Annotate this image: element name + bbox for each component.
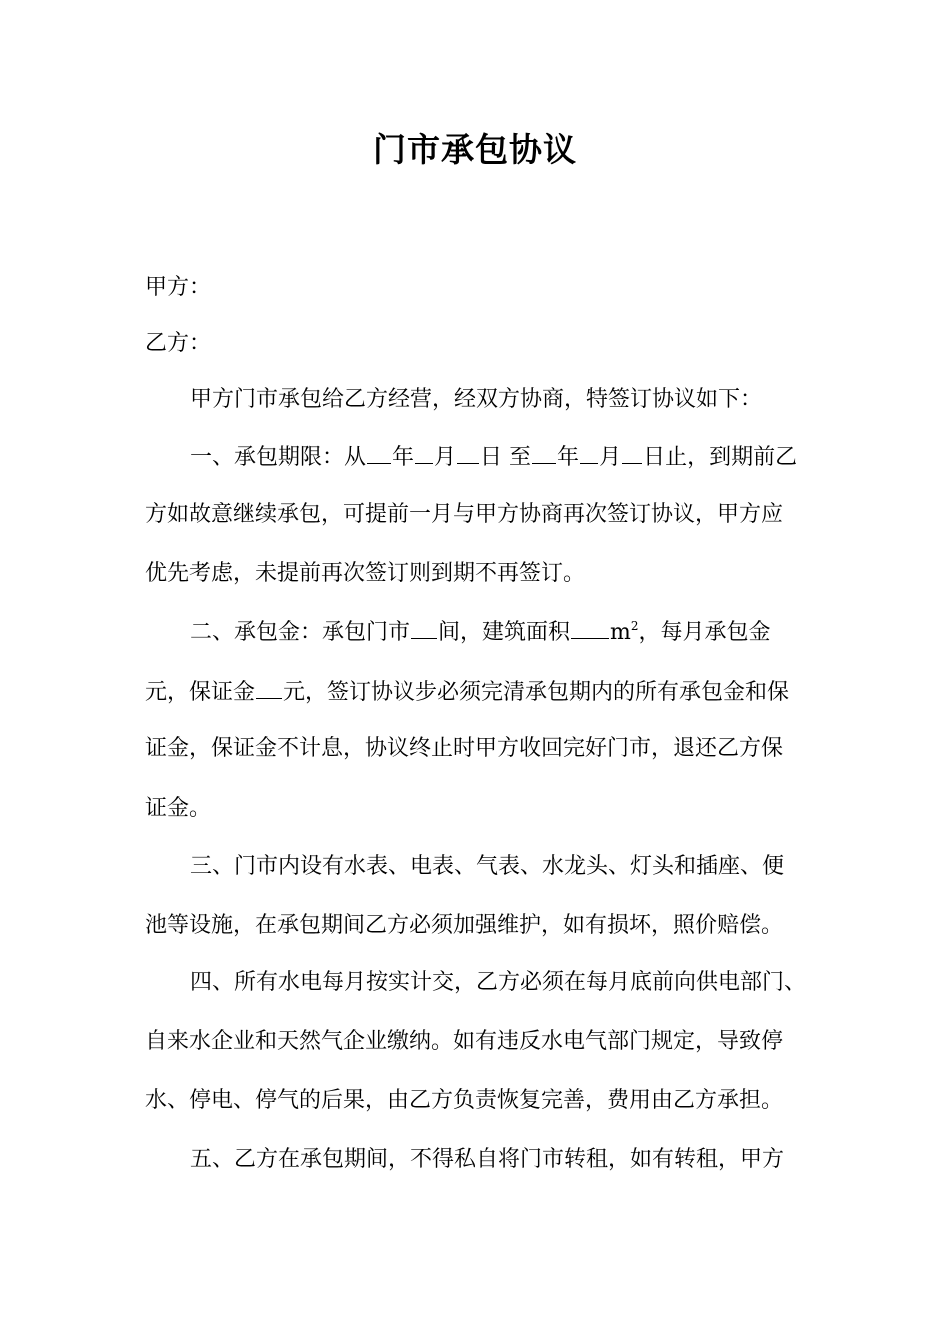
clause-3-line-2: 池等设施，在承包期间乙方必须加强维护，如有损坏，照价赔偿。: [145, 913, 784, 938]
clause-text: 元，签订协议步必须完清承包期内的所有承包金和保: [283, 680, 790, 705]
clause-1-line-2: 方如故意继续承包，可提前一月与甲方协商再次签订协议，甲方应: [145, 502, 784, 527]
blank-month: [415, 441, 433, 464]
blank-year: [367, 441, 391, 464]
intro-paragraph: 甲方门市承包给乙方经营，经双方协商，特签订协议如下：: [190, 387, 763, 412]
clause-text: 日止，到期前乙: [643, 445, 798, 470]
clause-text: 二、承包金：承包门市: [190, 620, 411, 645]
blank-day: [457, 441, 479, 464]
blank-rooms: [411, 616, 437, 639]
blank-day: [622, 441, 642, 464]
clause-1-line-3: 优先考虑，未提前再次签订则到期不再签订。: [145, 561, 586, 586]
clause-4-line-1: 四、所有水电每月按实计交，乙方必须在每月底前向供电部门、: [190, 970, 807, 995]
clause-3-line-1: 三、门市内设有水表、电表、气表、水龙头、灯头和插座、便: [190, 854, 785, 879]
blank-area: [571, 616, 609, 639]
blank-deposit: [256, 676, 282, 699]
blank-year: [532, 441, 556, 464]
clause-2-line-2: [145, 676, 789, 708]
clause-text: 月: [434, 445, 457, 470]
clause-1-line-1: [190, 441, 797, 473]
party-a-label: 甲方：: [145, 275, 212, 300]
clause-text: 月: [599, 445, 622, 470]
area-unit-superscript: 2: [630, 619, 639, 633]
clause-text: 元，保证金: [145, 680, 256, 705]
clause-2-line-4: 证金。: [145, 796, 212, 821]
clause-4-line-3: 水、停电、停气的后果，由乙方负责恢复完善，费用由乙方承担。: [145, 1088, 784, 1113]
area-unit: m: [610, 620, 631, 645]
clause-2-line-3: 证金，保证金不计息，协议终止时甲方收回完好门市，退还乙方保: [145, 736, 784, 761]
clause-text: 年: [557, 445, 580, 470]
clause-text: 间，建筑面积: [438, 620, 571, 645]
clause-text: ，每月承包金: [638, 620, 771, 645]
clause-text: 一、承包期限：从: [190, 445, 367, 470]
document-title: 门市承包协议: [373, 130, 577, 169]
clause-text: 日 至: [480, 445, 532, 470]
clause-2-line-1: [190, 616, 771, 648]
blank-month: [580, 441, 598, 464]
clause-4-line-2: 自来水企业和天然气企业缴纳。如有违反水电气部门规定，导致停: [145, 1029, 784, 1054]
clause-text: 年: [392, 445, 415, 470]
clause-5-line-1: 五、乙方在承包期间，不得私自将门市转租，如有转租，甲方: [190, 1147, 785, 1172]
party-b-label: 乙方：: [145, 331, 212, 356]
